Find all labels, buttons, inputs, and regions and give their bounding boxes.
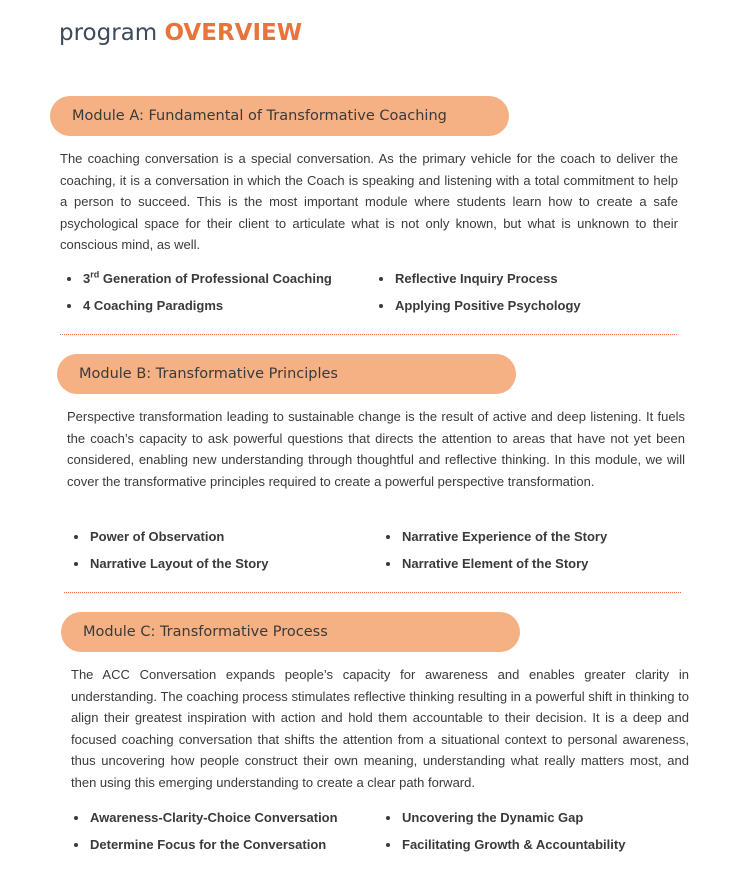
topic-text: Awareness-Clarity-Choice Conversation <box>90 810 338 825</box>
bullet-icon <box>74 843 78 847</box>
bullet-icon <box>386 843 390 847</box>
list-item <box>379 268 679 289</box>
section-divider <box>60 334 677 335</box>
topic-text: 4 Coaching Paradigms <box>83 298 224 313</box>
topic-text: Power of Observation <box>90 529 225 544</box>
module-a-description: The coaching conversation is a special conversation. As the primary vehicle for the coach to deliver the coaching, it is a conversation in which the Coach is speaking and listening with a total commitment to help a person to succeed. This is the most important module where students learn how to create a safe psychological space for their client to articulate what is not only known, but what is unknown to their conscious mind, as well. <box>60 151 678 252</box>
topic-text: Uncovering the Dynamic Gap <box>402 810 584 825</box>
module-a-heading: Module A: Fundamental of Transformative Coaching <box>50 96 509 136</box>
page-title <box>59 18 302 48</box>
section-divider <box>64 592 681 593</box>
title-accent: OVERVIEW <box>164 20 303 46</box>
bullet-icon <box>67 277 71 281</box>
list-item <box>74 526 386 547</box>
list-item <box>74 553 386 574</box>
module-b-heading: Module B: Transformative Principles <box>57 354 516 394</box>
list-item <box>67 268 379 289</box>
bullet-icon <box>379 304 383 308</box>
topic-text: Narrative Layout of the Story <box>90 556 269 571</box>
topic-text: Applying Positive Psychology <box>395 298 581 313</box>
bullet-icon <box>74 535 78 539</box>
module-c-description: The ACC Conversation expands people’s capacity for awareness and enables greater clarity in understanding. The coaching process stimulates reflective thinking resulting in a powerful shift in thinking to align their greatest inspiration with action and hold them accountable to their decision. It is a deep and focused coaching conversation that shifts the attention from a situational context to personal awareness, thus uncovering how people construct their own meaning, understanding what really matters most, and then using this emerging understanding to create a clear path forward. <box>71 667 689 790</box>
list-item <box>386 553 686 574</box>
list-item <box>74 807 386 828</box>
bullet-icon <box>67 304 71 308</box>
topic-text: Facilitating Growth & Accountability <box>402 837 626 852</box>
bullet-icon <box>379 277 383 281</box>
module-b-topics <box>74 526 686 574</box>
bullet-icon <box>386 816 390 820</box>
list-item <box>379 295 679 316</box>
bullet-icon <box>386 562 390 566</box>
title-prefix: program <box>59 20 158 46</box>
list-item <box>386 807 686 828</box>
module-c-topics <box>74 807 686 855</box>
list-item <box>74 834 386 855</box>
bullet-icon <box>74 562 78 566</box>
list-item <box>386 526 686 547</box>
topic-text: Determine Focus for the Conversation <box>90 837 327 852</box>
topic-text: 3rd Generation of Professional Coaching <box>83 269 332 286</box>
module-b-description: Perspective transformation leading to sustainable change is the result of active and deep listening. It fuels the coach’s capacity to ask powerful questions that directs the attention to areas that have not yet been considered, enabling new understanding through thoughtful and reflective thinking. In this module, we will cover the transformative principles required to create a powerful perspective transformation. <box>67 409 685 489</box>
module-a-topics <box>67 268 679 316</box>
bullet-icon <box>74 816 78 820</box>
bullet-icon <box>386 535 390 539</box>
topic-text: Narrative Experience of the Story <box>402 529 608 544</box>
module-c-heading: Module C: Transformative Process <box>61 612 520 652</box>
list-item <box>386 834 686 855</box>
topic-text: Reflective Inquiry Process <box>395 271 558 286</box>
topic-text: Narrative Element of the Story <box>402 556 589 571</box>
list-item <box>67 295 379 316</box>
